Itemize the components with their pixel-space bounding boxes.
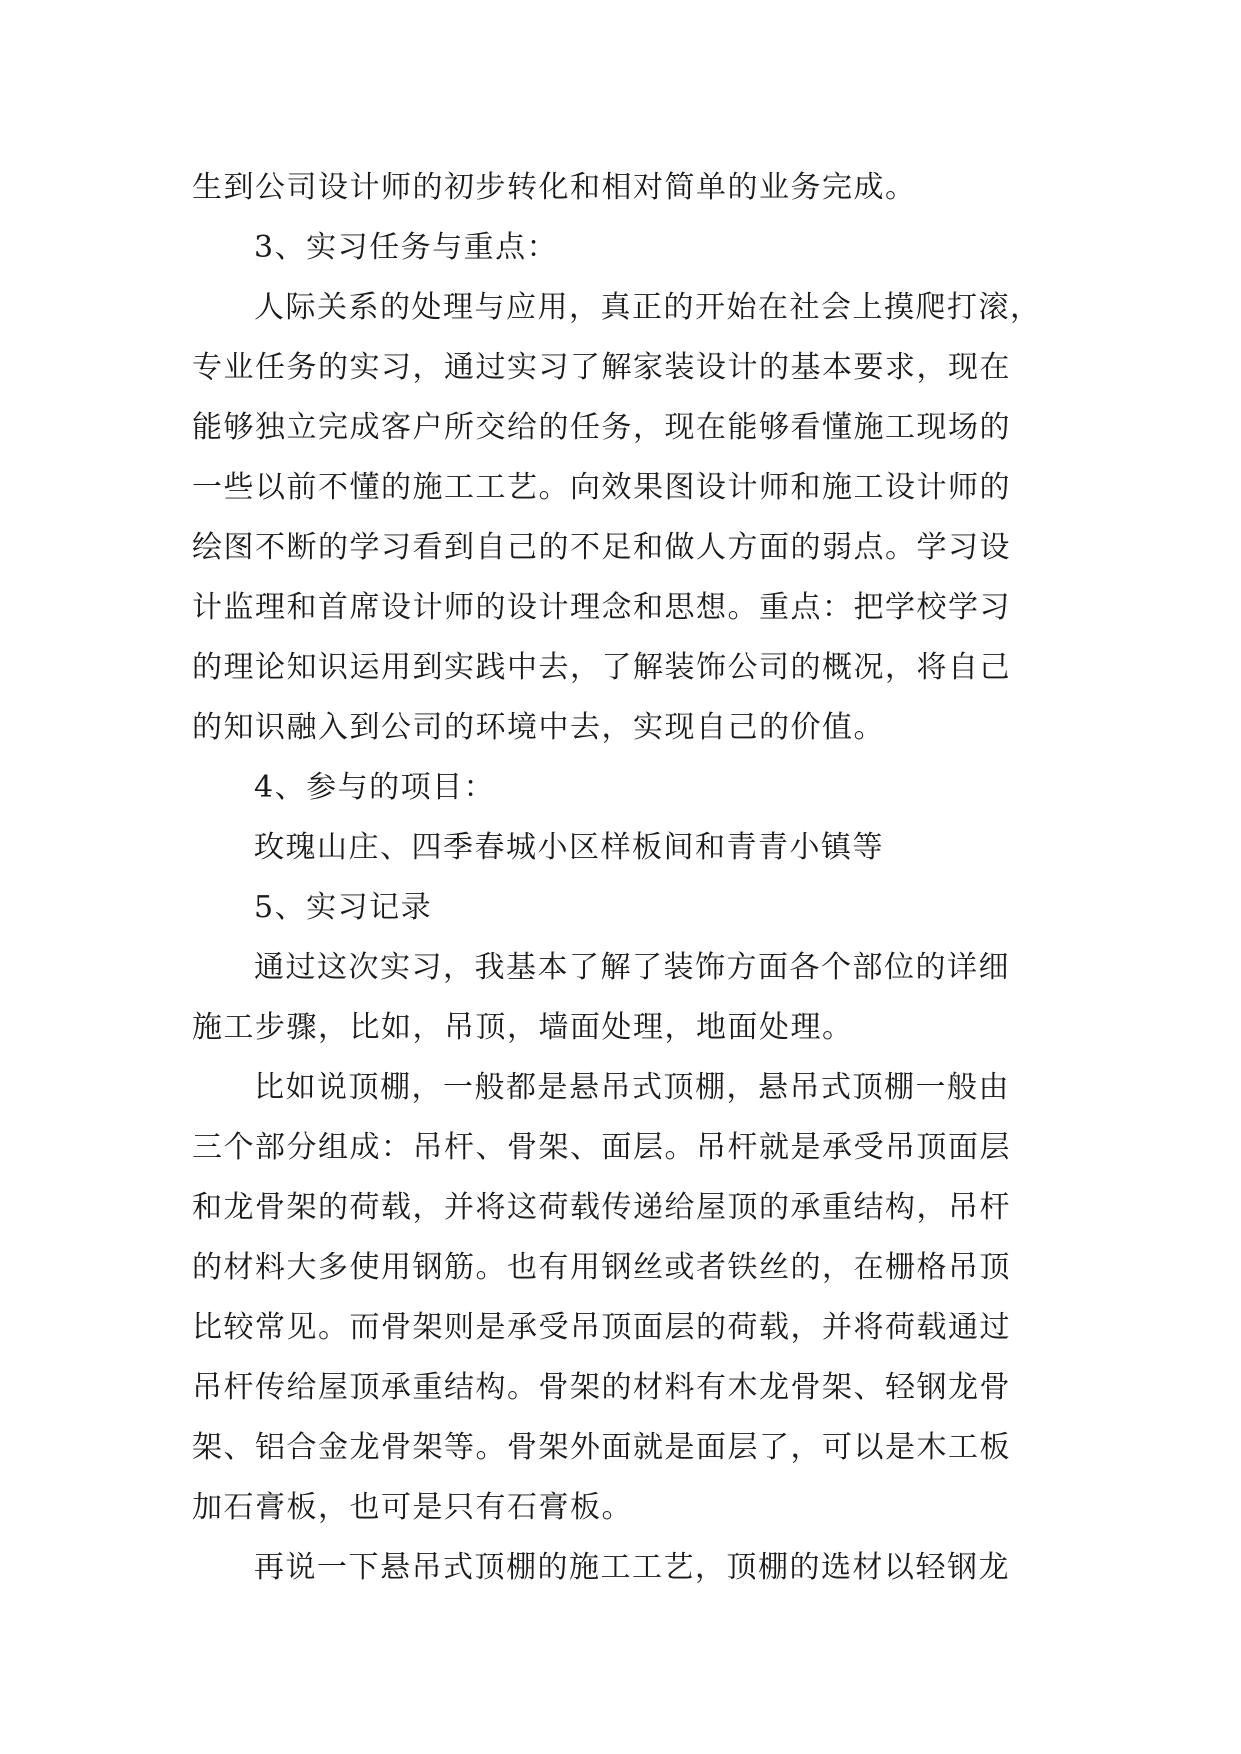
text-line: 和龙骨架的荷载，并将这荷载传递给屋顶的承重结构，吊杆 xyxy=(192,1190,1011,1225)
text-line: 的理论知识运用到实践中去，了解装饰公司的概况，将自己 xyxy=(192,650,1011,685)
text-line: 再说一下悬吊式顶棚的施工工艺，顶棚的选材以轻钢龙 xyxy=(254,1550,1010,1585)
text-line: 玫瑰山庄、四季春城小区样板间和青青小镇等 xyxy=(254,830,884,865)
text-line: 一些以前不懂的施工工艺。向效果图设计师和施工设计师的 xyxy=(192,470,1011,505)
text-line: 通过这次实习，我基本了解了装饰方面各个部位的详细 xyxy=(254,950,1010,985)
section-heading: 5、实习记录 xyxy=(254,890,433,925)
text-line: 绘图不断的学习看到自己的不足和做人方面的弱点。学习设 xyxy=(192,530,1011,565)
text-line: 专业任务的实习，通过实习了解家装设计的基本要求，现在 xyxy=(192,350,1011,385)
text-line: 的知识融入到公司的环境中去，实现自己的价值。 xyxy=(192,710,885,745)
text-line: 吊杆传给屋顶承重结构。骨架的材料有木龙骨架、轻钢龙骨 xyxy=(192,1370,1011,1405)
text-line: 能够独立完成客户所交给的任务，现在能够看懂施工现场的 xyxy=(192,410,1011,445)
text-line: 计监理和首席设计师的设计理念和思想。重点：把学校学习 xyxy=(192,590,1011,625)
text-line: 加石膏板，也可是只有石膏板。 xyxy=(192,1490,633,1525)
text-line: 人际关系的处理与应用，真正的开始在社会上摸爬打滚， xyxy=(254,290,1042,325)
text-line: 比如说顶棚，一般都是悬吊式顶棚，悬吊式顶棚一般由 xyxy=(254,1070,1010,1105)
text-line: 三个部分组成：吊杆、骨架、面层。吊杆就是承受吊顶面层 xyxy=(192,1130,1011,1165)
text-line: 架、铝合金龙骨架等。骨架外面就是面层了，可以是木工板 xyxy=(192,1430,1011,1465)
section-heading: 3、实习任务与重点： xyxy=(254,230,559,265)
text-line: 施工步骤，比如，吊顶，墙面处理，地面处理。 xyxy=(192,1010,854,1045)
section-heading: 4、参与的项目： xyxy=(254,770,496,805)
text-line: 生到公司设计师的初步转化和相对简单的业务完成。 xyxy=(192,170,917,205)
text-line: 的材料大多使用钢筋。也有用钢丝或者铁丝的，在栅格吊顶 xyxy=(192,1250,1011,1285)
text-line: 比较常见。而骨架则是承受吊顶面层的荷载，并将荷载通过 xyxy=(192,1310,1011,1345)
